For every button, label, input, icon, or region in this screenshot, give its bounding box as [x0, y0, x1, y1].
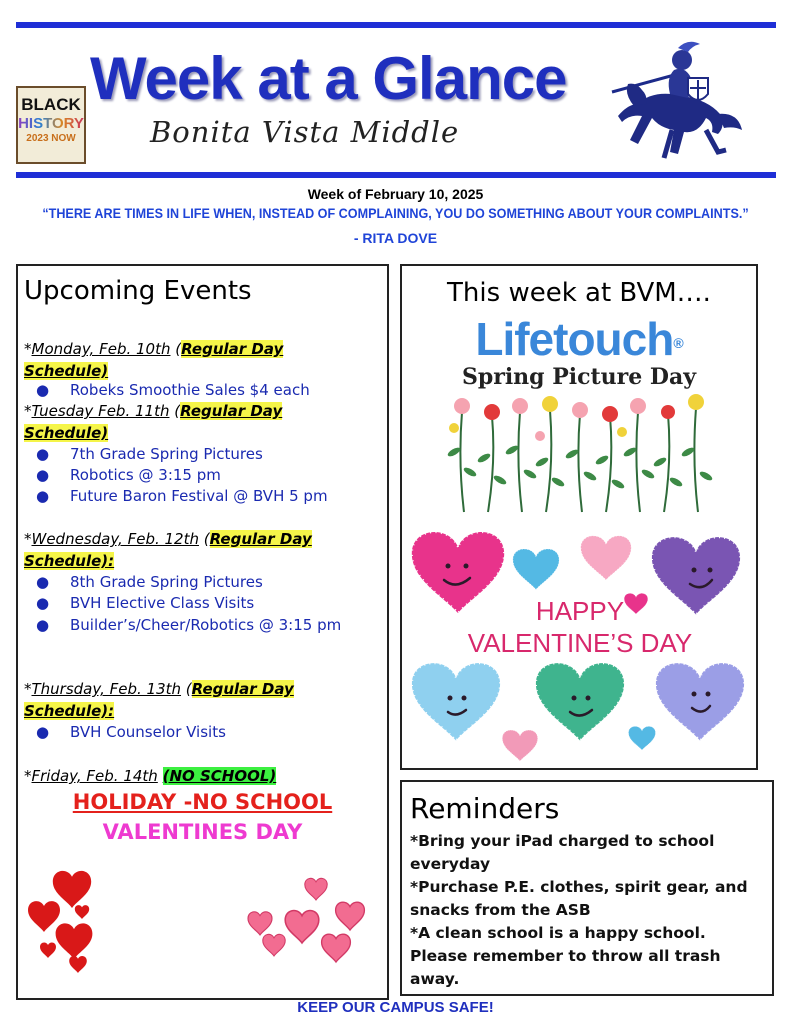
schedule-highlight: Schedule):	[24, 552, 115, 570]
day-heading: *Tuesday Feb. 11th (Regular Day Schedule)	[24, 402, 283, 442]
lifetouch-logo: Lifetouch®	[475, 313, 683, 365]
reminders-heading: Reminders	[410, 792, 560, 825]
list-item: ● Robeks Smoothie Sales $4 each	[36, 381, 310, 399]
spring-picture-day: Spring Picture Day	[461, 364, 697, 390]
bh-line1: BLACK	[21, 95, 81, 114]
schedule-highlight: Schedule)	[24, 424, 109, 442]
day-date: Friday, Feb. 14th	[31, 767, 158, 785]
schedule-highlight: Schedule)	[24, 362, 109, 380]
footer-text: KEEP OUR CAMPUS SAFE!	[297, 999, 494, 1016]
day-date: Monday, Feb. 10th	[31, 340, 171, 358]
week-of-label: Week of February 10, 2025	[307, 186, 484, 202]
list-item: ● Builder’s/Cheer/Robotics @ 3:15 pm	[36, 616, 342, 634]
list-item: ● 7th Grade Spring Pictures	[36, 445, 263, 463]
day-heading: *Thursday, Feb. 13th (Regular Day Schedule):	[24, 680, 294, 720]
day-date: Wednesday, Feb. 12th	[31, 530, 199, 548]
flowers-icon	[440, 392, 720, 518]
top-rule	[16, 22, 776, 28]
day-date: Thursday, Feb. 13th	[31, 680, 182, 698]
valentines-notice: VALENTINES DAY	[102, 820, 303, 844]
day-heading: *Friday, Feb. 14th (NO SCHOOL)	[24, 767, 277, 785]
bh-line3: 2023 NOW	[26, 133, 76, 144]
schedule-highlight: Regular Day	[181, 340, 284, 358]
reminder-item: *Bring your iPad charged to school everyday	[410, 832, 715, 873]
schedule-highlight: Regular Day	[180, 402, 283, 420]
list-item: ● 8th Grade Spring Pictures	[36, 573, 263, 591]
upcoming-events-heading: Upcoming Events	[24, 276, 252, 306]
schedule-highlight: Regular Day	[191, 680, 294, 698]
day-heading: *Monday, Feb. 10th (Regular Day Schedule)	[24, 340, 284, 380]
pink-hearts-icon	[240, 874, 370, 969]
quote-text: “THERE ARE TIMES IN LIFE WHEN, INSTEAD OF COMPLAINING, YOU DO SOMETHING ABOUT YOUR COMPLAINTS.”	[42, 205, 749, 221]
no-school-highlight: (NO SCHOOL)	[162, 767, 277, 785]
day-date: Tuesday Feb. 11th	[31, 402, 170, 420]
banner-subtitle: Bonita Vista Middle	[150, 115, 460, 149]
day-heading: *Wednesday, Feb. 12th (Regular Day Schedule):	[24, 530, 312, 570]
list-item: ● Future Baron Festival @ BVH 5 pm	[36, 487, 328, 505]
valentines-day-text: VALENTINE’S DAY	[467, 628, 693, 658]
bh-line2: HISTORY	[18, 115, 84, 132]
this-week-heading: This week at BVM….	[447, 278, 711, 308]
schedule-highlight: Regular Day	[209, 530, 312, 548]
list-item: ● BVH Counselor Visits	[36, 723, 226, 741]
knight-on-horse-icon	[608, 34, 746, 164]
reminder-item: *A clean school is a happy school. Please remember to throw all trash away.	[410, 924, 721, 988]
banner-title: Week at a Glance	[90, 45, 567, 112]
quote-author: - RITA DOVE	[353, 230, 438, 246]
bottom-rule	[16, 172, 776, 178]
red-hearts-icon	[24, 862, 104, 977]
list-item: ● Robotics @ 3:15 pm	[36, 466, 221, 484]
holiday-notice: HOLIDAY -NO SCHOOL	[72, 790, 333, 814]
black-history-logo	[16, 86, 86, 164]
happy-text: HAPPY	[535, 596, 625, 626]
valentine-hearts-icon	[410, 522, 750, 762]
schedule-highlight: Schedule):	[24, 702, 115, 720]
list-item: ● BVH Elective Class Visits	[36, 594, 255, 612]
reminder-item: *Purchase P.E. clothes, spirit gear, and snacks from the ASB	[410, 878, 748, 919]
